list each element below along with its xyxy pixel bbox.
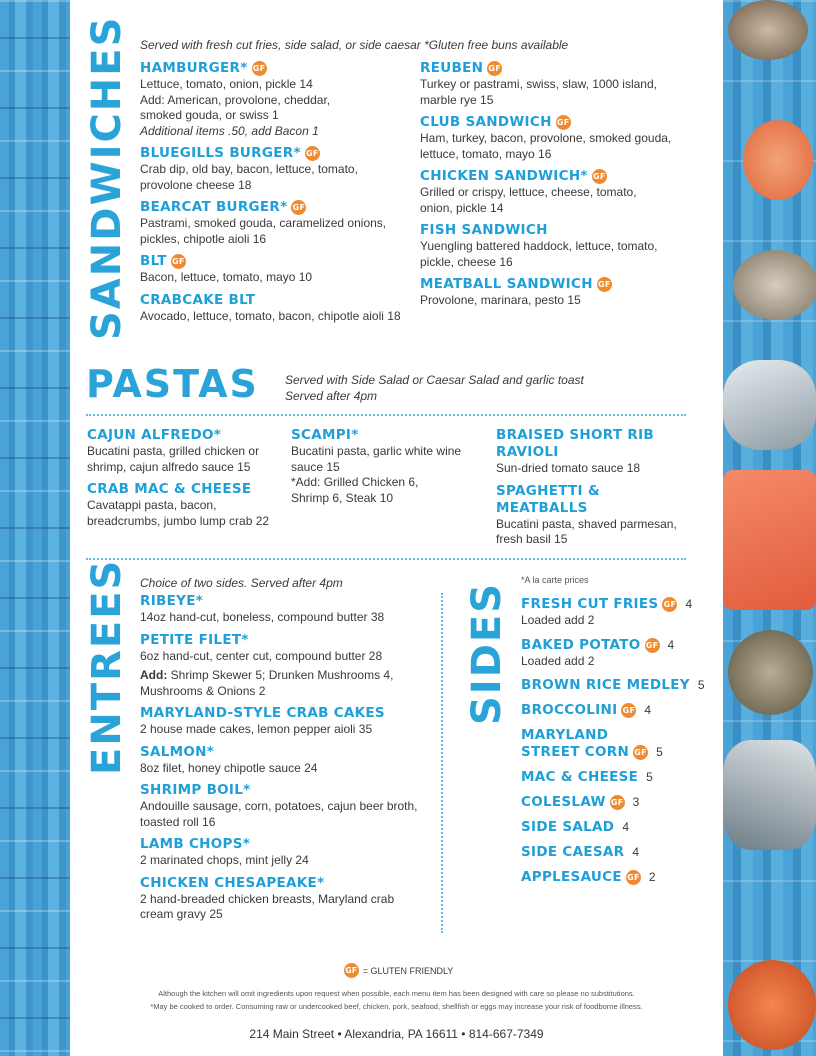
item-name: SALMON* xyxy=(140,743,215,760)
gluten-free-icon: GF xyxy=(344,963,359,978)
item-price: 2 xyxy=(648,870,656,884)
item-name: CLUB SANDWICH xyxy=(420,114,552,130)
oyster-image xyxy=(728,0,808,60)
item-description: Yuengling battered haddock, lettuce, tomato, xyxy=(420,239,658,253)
item-description: 2 marinated chops, mint jelly 24 xyxy=(140,853,309,867)
side-item xyxy=(521,769,716,786)
pastas-note: Served with Side Salad or Caesar Salad and garlic toast xyxy=(285,373,584,387)
side-item xyxy=(521,869,716,886)
address: 214 Main Street • Alexandria, PA 16611 • 814-667-7349 xyxy=(249,1027,544,1041)
menu-item xyxy=(87,481,282,529)
item-description: fresh basil 15 xyxy=(496,532,568,546)
item-name: BEARCAT BURGER* xyxy=(140,199,288,215)
item-name: HAMBURGER* xyxy=(140,60,248,76)
item-description: lettuce, tomato, mayo 16 xyxy=(420,146,552,161)
item-name: SCAMPI* xyxy=(291,427,359,443)
item-description: *Add: Grilled Chicken 6, xyxy=(291,475,419,489)
menu-item xyxy=(140,292,415,325)
item-description: breadcrumbs, jumbo lump crab 22 xyxy=(87,513,270,528)
item-price: 4 xyxy=(685,597,693,611)
gf-legend xyxy=(70,963,723,978)
item-description: smoked gouda, or swiss 1 xyxy=(140,108,279,122)
shrimp-image xyxy=(743,120,813,200)
menu-item xyxy=(140,199,415,247)
gluten-free-icon: GF xyxy=(487,61,502,76)
gluten-free-icon: GF xyxy=(633,745,648,760)
gluten-free-icon: GF xyxy=(621,703,636,718)
menu-item xyxy=(87,427,282,475)
entrees-note: Choice of two sides. Served after 4pm xyxy=(140,576,343,590)
gluten-free-icon: GF xyxy=(597,277,612,292)
item-price: 3 xyxy=(632,795,640,809)
item-price: 5 xyxy=(646,770,653,784)
fish-image xyxy=(723,740,816,850)
item-description: Provolone, marinara, pesto 15 xyxy=(420,293,581,307)
item-price: 4 xyxy=(622,820,629,834)
item-description: marble rye 15 xyxy=(420,92,494,107)
menu-item xyxy=(420,168,690,216)
item-name: CHICKEN SANDWICH* xyxy=(420,168,588,184)
sandwiches-heading: SANDWICHES xyxy=(84,15,130,340)
item-description: Crab dip, old bay, bacon, lettuce, tomato, xyxy=(140,162,358,176)
item-description: Add: American, provolone, cheddar, xyxy=(140,92,331,107)
item-name: PETITE FILET* xyxy=(140,631,249,648)
gluten-free-icon: GF xyxy=(252,61,267,76)
item-description: toasted roll 16 xyxy=(140,814,216,829)
seafood-photo-panel xyxy=(723,0,816,1056)
item-name: FRESH CUT FRIES xyxy=(521,596,659,612)
menu-item xyxy=(496,427,696,477)
pastas-heading: PASTAS xyxy=(86,362,259,406)
sides-column xyxy=(521,596,716,894)
gf-legend-text: = GLUTEN FRIENDLY xyxy=(362,965,454,976)
sandwiches-right-column xyxy=(420,60,690,315)
menu-item xyxy=(420,60,690,108)
side-item xyxy=(521,637,716,670)
gluten-free-icon: GF xyxy=(171,254,186,269)
entrees-heading: ENTREES xyxy=(84,558,130,775)
item-name: MAC & CHEESE xyxy=(521,769,639,785)
menu-item xyxy=(140,875,430,923)
menu-item xyxy=(140,145,415,193)
item-name: SPAGHETTI & MEATBALLS xyxy=(496,482,600,516)
side-item xyxy=(521,844,716,861)
menu-item xyxy=(420,114,690,162)
sandwiches-note: Served with fresh cut fries, side salad, or side caesar *Gluten free buns available xyxy=(140,38,569,52)
menu-item xyxy=(420,222,690,270)
item-description: Grilled or crispy, lettuce, cheese, tomato, xyxy=(420,185,637,199)
gluten-free-icon: GF xyxy=(556,115,571,130)
item-description: Lettuce, tomato, onion, pickle 14 xyxy=(140,77,313,91)
menu-item xyxy=(140,782,430,830)
item-name: CHICKEN CHESAPEAKE* xyxy=(140,874,325,891)
menu-item xyxy=(140,60,415,139)
disclaimer: Although the kitchen will omit ingredients upon request when possible, each menu item has been designed with care so please no substitutions. xyxy=(158,989,635,998)
sides-heading: SIDES xyxy=(464,581,510,725)
item-description: Sun-dried tomato sauce 18 xyxy=(496,461,641,475)
item-name: CRABCAKE BLT xyxy=(140,291,256,308)
item-description: Loaded add 2 xyxy=(521,653,595,668)
item-price: 4 xyxy=(644,703,652,717)
gluten-free-icon: GF xyxy=(592,169,607,184)
menu-item xyxy=(140,744,430,777)
item-description: Pastrami, smoked gouda, caramelized onions, xyxy=(140,216,387,230)
item-description: Avocado, lettuce, tomato, bacon, chipotle aioli 18 xyxy=(140,308,401,323)
item-description: Bacon, lettuce, tomato, mayo 10 xyxy=(140,270,313,284)
pastas-note: Served after 4pm xyxy=(285,389,378,403)
item-name: MARYLAND xyxy=(521,727,609,743)
item-name: LAMB CHOPS* xyxy=(140,836,251,852)
menu-item xyxy=(140,632,430,700)
item-name: REUBEN xyxy=(420,60,484,76)
item-description: 2 house made cakes, lemon pepper aioli 35 xyxy=(140,722,373,736)
item-name: BAKED POTATO xyxy=(521,636,641,653)
gluten-free-icon: GF xyxy=(662,597,677,612)
gluten-free-icon: GF xyxy=(291,200,306,215)
menu-item xyxy=(140,593,430,626)
item-description: Loaded add 2 xyxy=(521,613,595,627)
item-description: Turkey or pastrami, swiss, slaw, 1000 island, xyxy=(420,77,657,91)
gluten-free-icon: GF xyxy=(645,638,660,653)
item-description: Ham, turkey, bacon, provolone, smoked gouda, xyxy=(420,131,672,145)
item-description: provolone cheese 18 xyxy=(140,177,252,192)
side-item xyxy=(521,794,716,811)
item-description: onion, pickle 14 xyxy=(420,200,504,215)
item-name: CAJUN ALFREDO* xyxy=(87,427,222,443)
menu-item xyxy=(420,276,690,309)
item-name: BLUEGILLS BURGER* xyxy=(140,145,301,161)
item-name: MARYLAND-STYLE CRAB CAKES xyxy=(140,705,385,721)
item-description: pickles, chipotle aioli 16 xyxy=(140,231,267,246)
menu-item xyxy=(140,836,430,869)
item-name: CRAB MAC & CHEESE xyxy=(87,481,252,497)
gluten-free-icon: GF xyxy=(626,870,641,885)
side-item xyxy=(521,596,716,629)
salmon-image xyxy=(723,470,816,610)
fish-image xyxy=(723,360,816,450)
item-name: RIBEYE* xyxy=(140,593,204,609)
item-description: 6oz hand-cut, center cut, compound butter 28 xyxy=(140,648,383,663)
wood-panel-left xyxy=(0,0,70,1056)
oyster-image xyxy=(733,250,816,320)
disclaimer: *May be cooked to order. Consuming raw or undercooked beef, chicken, pork, seafood, shellfish or eggs may increase your risk of foodborne illness. xyxy=(150,1002,643,1011)
item-price: 4 xyxy=(667,637,675,652)
item-description: sauce 15 xyxy=(291,459,340,474)
menu-item xyxy=(496,483,696,548)
item-description: shrimp, cajun alfredo sauce 15 xyxy=(87,459,251,474)
gluten-free-icon: GF xyxy=(610,795,625,810)
item-description: Cavatappi pasta, bacon, xyxy=(87,498,217,512)
item-add-on: Mushrooms & Onions 2 xyxy=(140,683,266,698)
item-add-on: Add: Shrimp Skewer 5; Drunken Mushrooms 4, xyxy=(140,668,394,682)
shrimp-image xyxy=(728,960,816,1050)
side-item xyxy=(521,819,716,836)
oyster-image xyxy=(728,630,813,715)
item-name: SIDE SALAD xyxy=(521,819,615,835)
item-name: SHRIMP BOIL* xyxy=(140,782,251,798)
item-name: MEATBALL SANDWICH xyxy=(420,276,593,292)
pastas-column-2 xyxy=(291,427,486,512)
pastas-column-1 xyxy=(87,427,282,535)
item-description: 8oz filet, honey chipotle sauce 24 xyxy=(140,760,318,775)
item-note: Additional items .50, add Bacon 1 xyxy=(140,123,319,138)
item-price: 5 xyxy=(656,745,663,759)
divider xyxy=(86,414,686,416)
item-description: Bucatini pasta, shaved parmesan, xyxy=(496,516,677,531)
side-item xyxy=(521,727,716,761)
item-name: STREET CORN xyxy=(521,744,630,760)
item-price: 5 xyxy=(697,678,705,692)
item-name: BROWN RICE MEDLEY xyxy=(521,677,690,693)
gluten-free-icon: GF xyxy=(305,146,320,161)
item-name: BROCCOLINI xyxy=(521,702,618,718)
side-item xyxy=(521,702,716,719)
sandwiches-left-column xyxy=(140,60,415,330)
side-item xyxy=(521,677,716,694)
pastas-column-3 xyxy=(496,427,696,554)
item-name: BRAISED SHORT RIB RAVIOLI xyxy=(496,427,655,460)
item-name: COLESLAW xyxy=(521,794,606,810)
item-name: BLT xyxy=(140,253,167,269)
item-description: Andouille sausage, corn, potatoes, cajun beer broth, xyxy=(140,799,418,813)
item-name: SIDE CAESAR xyxy=(521,844,625,860)
menu-item xyxy=(291,427,486,506)
item-description: Bucatini pasta, garlic white wine xyxy=(291,444,462,458)
divider xyxy=(86,558,686,560)
item-description: Bucatini pasta, grilled chicken or xyxy=(87,444,260,458)
item-name: APPLESAUCE xyxy=(521,869,622,885)
item-description: pickle, cheese 16 xyxy=(420,254,513,269)
item-description: 14oz hand-cut, boneless, compound butter 38 xyxy=(140,610,385,624)
sides-note: *A la carte prices xyxy=(521,575,589,585)
menu-item xyxy=(140,705,430,738)
menu-item xyxy=(140,253,415,286)
item-description: Shrimp 6, Steak 10 xyxy=(291,490,394,505)
item-price: 4 xyxy=(632,845,640,859)
item-description: cream gravy 25 xyxy=(140,907,223,921)
item-description: 2 hand-breaded chicken breasts, Maryland crab xyxy=(140,891,395,906)
divider xyxy=(441,593,443,933)
entrees-column xyxy=(140,593,430,929)
item-name: FISH SANDWICH xyxy=(420,222,548,238)
